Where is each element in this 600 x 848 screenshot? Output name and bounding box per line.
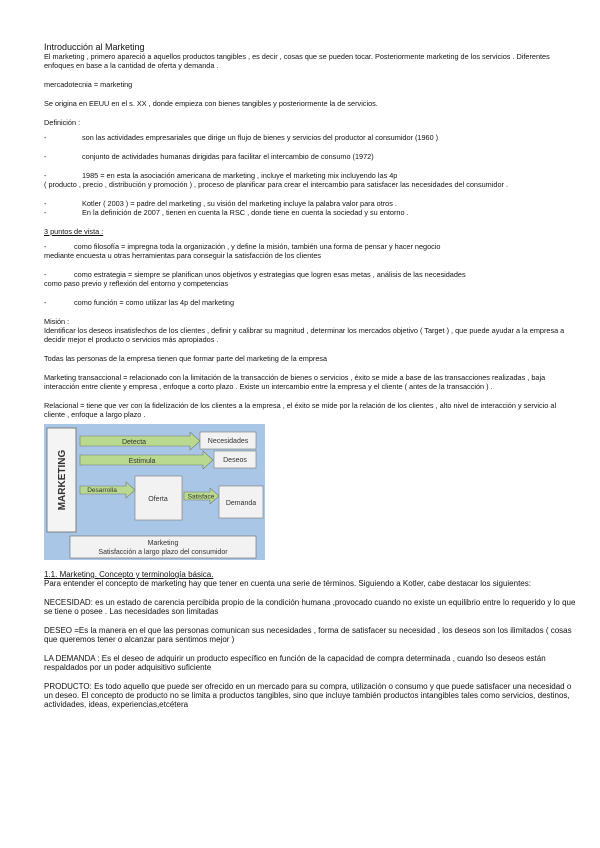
mission-body: Identificar los deseos insatisfechos de los clientes , definir y calibrar su magnitud , determinar los mercados objetivo ( Target ) , que puede ayudar a la empresa a decidir mejor el producto o servicios más apropiados . [44, 326, 565, 344]
arrow-detecta-label: Detecta [121, 439, 147, 446]
box-deseos-label: Deseos [223, 457, 247, 464]
term-deseo: DESEO =Es la manera en el que las personas comunican sus necesidades , forma de satisfacer su necesidad , los deseos son los ilimitados ( cosas que queremos tener o alcanzar para sentimos mejor ) [44, 626, 572, 644]
definition-item [44, 199, 579, 208]
bullet-dash: - [44, 133, 47, 142]
viewpoint-text: como función = como utilizar las 4p del marketing [74, 298, 235, 307]
definition-text: 1985 = en esta la asociación americana de marketing , incluye el marketing mix incluyendo las 4p [82, 171, 398, 180]
box-oferta-label: Oferta [148, 496, 168, 503]
viewpoint-continuation: mediante encuesta u otras herramientas para conseguir la satisfacción de los clientes [44, 251, 322, 260]
viewpoint-text: como estrategia = siempre se planifican unos objetivos y estrategias que logren esas metas , análisis de las necesidades [74, 270, 466, 279]
term-demanda: LA DEMANDA : Es el deseo de adquirir un producto específico en función de la capacidad de compra determinada , cuando lso deseos están respaldados por un poder adquisitivo suficiente [44, 654, 546, 672]
definition-item [44, 133, 579, 142]
document-page [44, 42, 579, 709]
viewpoint-text: como filosofía = impregna toda la organización , y define la misión, también una forma de pensar y hacer negocio [74, 242, 441, 251]
caption-line-1: Marketing [147, 540, 179, 547]
definition-item [44, 152, 579, 161]
definition-heading: Definición : [44, 118, 81, 127]
bullet-dash: - [44, 199, 47, 208]
caption-line-2: Satisfacción a largo plazo del consumidor [98, 549, 228, 556]
arrow-desarrolla-label: Desarrolla [87, 487, 117, 494]
relational-paragraph: Relacional = tiene que ver con la fidelización de los clientes a la empresa , el éxito se mide por la relación de los clientes , alto nivel de interacción y servicio al cliente , enfoque a largo plazo . [44, 401, 557, 419]
all-people-paragraph: Todas las personas de la empresa tienen que formar parte del marketing de la empresa [44, 354, 328, 363]
term-necesidad: NECESIDAD: es un estado de carencia percibida propio de la condición humana ,provocado cuando no existe un equilibrio entre lo requerido y lo que se tiene o posee . Las necesidades son limitadas [44, 598, 576, 616]
mercadotecnia-line: mercadotecnia = marketing [44, 80, 133, 89]
arrow-satisface-label: Satisface [187, 493, 215, 501]
arrow-estimula-label: Estimula [128, 458, 156, 465]
definition-text: En la definición de 2007 , tienen en cuenta la RSC , donde tiene en cuenta la sociedad y su entorno . [82, 208, 409, 217]
box-necesidades-label: Necesidades [207, 438, 249, 445]
mission-heading: Misión : [44, 317, 70, 326]
viewpoint-item [44, 242, 579, 251]
side-label-text: MARKETING [57, 449, 68, 511]
box-demanda-label: Demanda [225, 500, 257, 507]
intro-title: Introducción al Marketing [44, 42, 145, 52]
viewpoint-continuation: como paso previo y reflexión del entorno y competencias [44, 279, 229, 288]
viewpoint-item [44, 270, 579, 279]
term-producto: PRODUCTO: Es todo aquello que puede ser ofrecido en un mercado para su compra, utilización o consumo y que puede satisfacer una necesidad o un deseo. El concepto de producto no se limita a productos tangibles, sino que incluye también productos intangibles tales como servicios, destinos, actividades, ideas, experiencias,etcétera [44, 682, 572, 709]
marketing-diagram [44, 424, 265, 560]
bullet-dash: - [44, 270, 47, 279]
section-intro: Para entender el concepto de marketing hay que tener en cuenta una serie de términos. Siguiendo a Kotler, cabe destacar los siguientes: [44, 579, 531, 588]
intro-body: El marketing , primero apareció a aquellos productos tangibles , es decir , cosas que se pueden tocar. Posteriormente marketing de los servicios . Diferentes enfoques en base a la cantidad de oferta y demanda . [44, 52, 550, 70]
section-heading: 1.1. Marketing. Concepto y terminología básica. [44, 570, 214, 579]
viewpoint-item [44, 298, 579, 307]
bullet-dash: - [44, 208, 47, 217]
bullet-dash: - [44, 298, 47, 307]
three-points-heading: 3 puntos de vista : [44, 227, 104, 236]
definition-text: son las actividades empresariales que dirige un flujo de bienes y servicios del productor al consumidor (1960 ) [82, 133, 439, 142]
bullet-dash: - [44, 242, 47, 251]
transactional-paragraph: Marketing transaccional = relacionado con la limitación de la transacción de bienes o servicios , éxito se mide a base de las transacciones realizadas , baja interacción entre cliente y empresa , enfoque a corto plazo . Existe un intercambio entre la empresa y el cliente ( antes de la transacción ) . [44, 373, 546, 391]
origin-paragraph: Se origina en EEUU en el s. XX , donde empieza con bienes tangibles y posteriormente la de servicios. [44, 99, 378, 108]
marketing-diagram-svg [44, 424, 265, 560]
bullet-dash: - [44, 152, 47, 161]
definition-item [44, 208, 579, 217]
definition-text: conjunto de actividades humanas dirigidas para facilitar el intercambio de consumo (1972) [82, 152, 374, 161]
bullet-dash: - [44, 171, 47, 180]
definition-text: Kotler ( 2003 ) = padre del marketing , su visión del marketing incluye la palabra valor para otros . [82, 199, 397, 208]
definition-item [44, 171, 579, 180]
definition-continuation: ( producto , precio , distribución y promoción ) , proceso de planificar para crear el intercambio para satisfacer las necesidades del consumidor . [44, 180, 508, 189]
